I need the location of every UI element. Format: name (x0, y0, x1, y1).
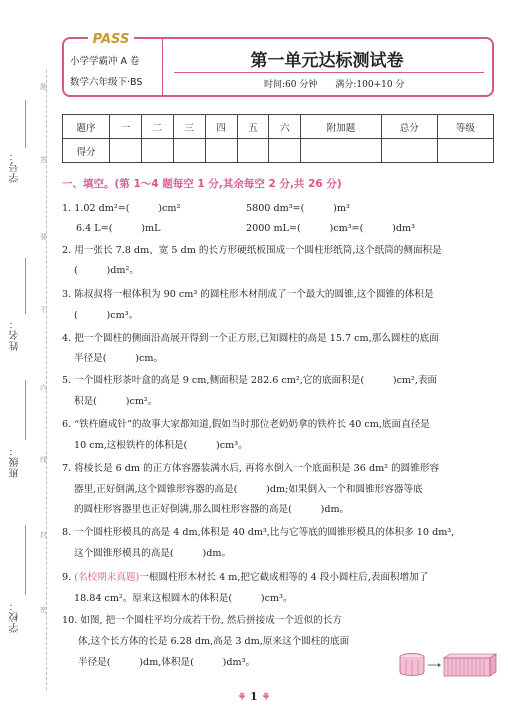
score-cell[interactable] (437, 139, 493, 163)
table-header-cell: 题序 (63, 115, 110, 139)
label-class: 班级： (10, 445, 21, 478)
question-10: 10. 如图, 把一个圆柱平均分成若干份, 然后拼接成一个近似的长方 (62, 615, 342, 626)
cylinder-to-cuboid-figure (398, 652, 498, 678)
label-student-id: 学号： (10, 150, 21, 183)
question-1a: 1. 1.02 dm²=( )cm² (62, 203, 181, 214)
table-row (63, 139, 494, 163)
question-3: 3. 陈叔叔将一根体积为 90 cm³ 的圆柱形木材削成了一个最大的圆锥,这个圆锥的体积是 (62, 289, 434, 300)
cylinder-icon (400, 654, 424, 676)
question-7: 7. 将棱长是 6 dm 的正方体容器装满水后, 再将水倒入一个底面积是 36 dm² 的圆锥形容 (62, 463, 440, 474)
question-2: 2. 用一张长 7.8 dm、宽 5 dm 的长方形硬纸板围成一个圆柱形纸筒,这个纸筒的侧面积是 (62, 245, 442, 256)
question-7-cont: 器里,正好倒满,这个圆锥形容器的高是( )dm;如果倒入一个和圆锥形容器等底 (74, 484, 423, 495)
question-4-cont: 半径是( )cm。 (74, 353, 164, 364)
table-header-cell: 总分 (381, 115, 437, 139)
score-table (62, 114, 494, 163)
question-9-cont: 18.84 cm²。原来这根圆木的体积是( )cm³。 (74, 593, 293, 604)
table-header-cell: 五 (237, 115, 269, 139)
fill-line-name[interactable] (25, 258, 26, 314)
section-heading: 一、填空。(第 1～4 题每空 1 分,其余每空 2 分,共 26 分) (62, 178, 342, 190)
question-6: 6. “铁杵磨成针”的故事大家都知道,假如当时那位老奶奶拿的铁杵长 40 cm,底面直径是 (62, 419, 430, 430)
table-header-cell: 六 (269, 115, 301, 139)
question-1b: 5800 dm³=( )m³ (246, 203, 350, 214)
table-header-cell: 一 (110, 115, 142, 139)
table-header-cell: 等级 (437, 115, 493, 139)
page-number: 1 (249, 690, 258, 703)
title-divider (174, 72, 484, 73)
score-cell[interactable] (381, 139, 437, 163)
seal-char: 要 (40, 233, 47, 241)
question-1c: 6.4 L=( )mL (76, 223, 161, 234)
table-header-cell: 四 (205, 115, 237, 139)
page-footer (0, 690, 508, 703)
label-name: 姓名： (10, 318, 21, 351)
header-box (62, 32, 494, 97)
question-10-cont: 体,这个长方体的长是 6.28 dm,高是 3 dm,原来这个圆柱的底面 (78, 636, 350, 647)
grade-label: 数学六年级下·BS (70, 77, 143, 88)
seal-char: 不 (40, 306, 47, 314)
seal-char: 封 (40, 531, 47, 539)
table-row (63, 115, 494, 139)
table-row-label: 得分 (63, 139, 110, 163)
series-name: 小学学霸冲 A 卷 (70, 56, 140, 67)
question-5-cont: 积是( )cm²。 (74, 396, 158, 407)
label-school: 学校： (10, 600, 21, 633)
fill-line-school[interactable] (25, 525, 26, 595)
score-cell[interactable] (141, 139, 173, 163)
pass-logo: PASS (88, 31, 134, 49)
seal-char: 答 (40, 156, 47, 164)
question-9-text: 一根圆柱形木材长 4 m,把它截成相等的 4 段小圆柱后,表面积增加了 (139, 572, 429, 583)
sprig-icon: ⚘ (237, 692, 250, 703)
seal-char: 内 (40, 384, 47, 392)
table-header-cell: 附加题 (301, 115, 381, 139)
question-10-cont2: 半径是( )dm,体积是( )dm³。 (78, 657, 256, 668)
score-cell[interactable] (110, 139, 142, 163)
question-5: 5. 一个圆柱形茶叶盒的高是 9 cm,侧面积是 282.6 cm²,它的底面积是( )cm²,表面 (62, 375, 438, 386)
score-cell[interactable] (173, 139, 205, 163)
seal-char: 密 (40, 606, 47, 614)
page-title: 第一单元达标测试卷 (250, 51, 404, 71)
question-4: 4. 把一个圆柱的侧面沿高展开得到一个正方形,已知圆柱的高是 15.7 cm,那么圆柱的底面 (62, 333, 439, 344)
question-6-cont: 10 cm,这根铁杵的体积是( )cm³。 (74, 440, 248, 451)
question-2-cont: ( )dm²。 (74, 265, 139, 276)
table-header-cell: 二 (141, 115, 173, 139)
question-1d: 2000 mL=( )cm³=( )dm³ (246, 223, 415, 234)
score-cell[interactable] (301, 139, 381, 163)
seal-char: 题 (40, 83, 47, 91)
question-8-cont: 这个圆锥形模具的高是( )dm。 (74, 548, 232, 559)
score-cell[interactable] (269, 139, 301, 163)
fill-line-class[interactable] (25, 380, 26, 440)
exam-source-tag: (名校期末真题) (74, 572, 140, 583)
seal-char: 线 (40, 456, 47, 464)
question-3-cont: ( )cm³。 (74, 310, 139, 321)
arrow-icon (428, 663, 441, 667)
score-cell[interactable] (237, 139, 269, 163)
question-8: 8. 一个圆柱形模具的高是 4 dm,体积是 40 dm³,比与它等底的圆锥形模具的体积多 10 dm³, (62, 527, 455, 538)
time-score-info: 时间:60 分钟 满分:100+10 分 (264, 80, 405, 90)
sprig-icon: ⚘ (261, 692, 271, 703)
score-cell[interactable] (205, 139, 237, 163)
question-9: 9. (名校期末真题)一根圆柱形木材长 4 m,把它截成相等的 4 段小圆柱后,表面积增加了 (62, 572, 429, 583)
table-header-cell: 三 (173, 115, 205, 139)
fill-line-student-id[interactable] (25, 100, 26, 148)
series-panel (64, 32, 163, 95)
cuboid-icon (444, 654, 496, 676)
binding-strip (0, 0, 52, 705)
question-7-cont2: 的圆柱形容器里也正好倒满,那么圆柱形容器的高是( )dm。 (74, 504, 350, 515)
